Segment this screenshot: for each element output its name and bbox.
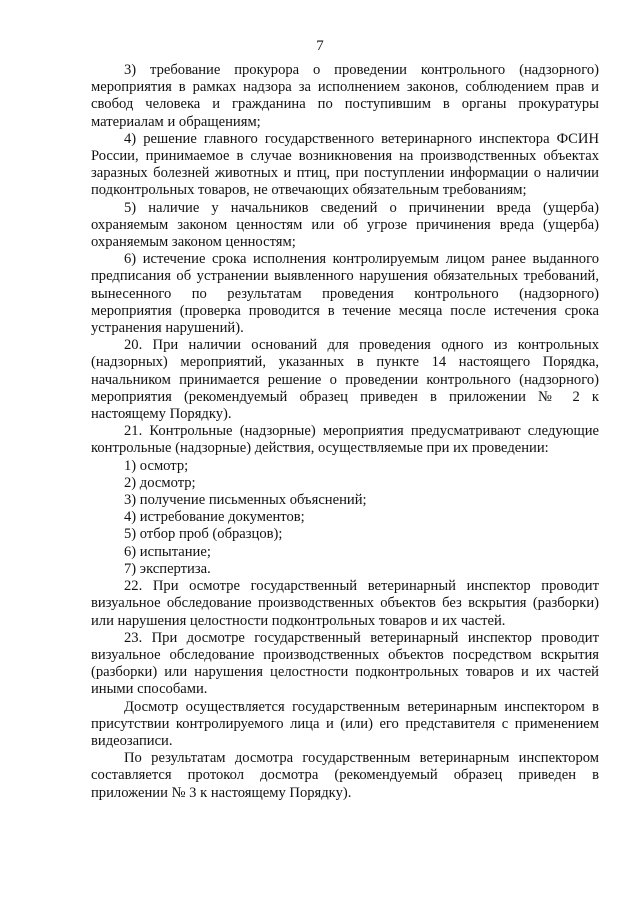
list-item: 2) досмотр;	[124, 474, 196, 491]
paragraph: По результатам досмотра государственным ветеринарным инспектором составляется протокол досмотра (рекомендуемый образец приведен в приложении № 3 к настоящему Порядку).	[91, 750, 599, 801]
paragraph: Досмотр осуществляется государственным ветеринарным инспектором в присутствии контролируемого лица и (или) его представителя с применением видеозаписи.	[91, 698, 599, 749]
paragraph: 4) решение главного государственного ветеринарного инспектора ФСИН России, принимаемое в случае возникновения на производственных объектах заразных болезней животных и птиц, при поступлении информации о наличии подконтрольных товаров, не отвечающих обязательным требованиям;	[91, 130, 599, 199]
list-item: 7) экспертиза.	[124, 560, 211, 577]
list-item: 4) истребование документов;	[124, 509, 305, 526]
document-body	[91, 62, 599, 802]
paragraph: 23. При досмотре государственный ветеринарный инспектор проводит визуальное обследование производственных объектов посредством вскрытия (разборки) или нарушения целостности подконтрольных товаров и их частей иными способами.	[91, 629, 599, 698]
paragraph: 5) наличие у начальников сведений о причинении вреда (ущерба) охраняемым законом ценностям или об угрозе причинения вреда (ущерба) охраняемым законом ценностям;	[91, 199, 599, 251]
page-number: 7	[316, 38, 324, 54]
list-item: 6) испытание;	[124, 543, 211, 560]
paragraph: 3) требование прокурора о проведении контрольного (надзорного) мероприятия в рамках надзора за исполнением законов, соблюдением прав и свобод человека и гражданина по поступившим в органы прокуратуры материалам и обращениям;	[91, 62, 599, 130]
list-item: 1) осмотр;	[124, 457, 189, 474]
paragraph: 20. При наличии оснований для проведения одного из контрольных (надзорных) мероприятий, указанных в пункте 14 настоящего Порядка, начальником принимается решение о проведении контрольного (надзорного) мероприятия (рекомендуемый образец приведен в приложении № 2 к настоящему Порядку).	[91, 337, 599, 423]
list-item: 3) получение письменных объяснений;	[124, 492, 367, 509]
paragraph: 21. Контрольные (надзорные) мероприятия предусматривают следующие контрольные (надзорные) действия, осуществляемые при их проведении:	[91, 423, 599, 457]
paragraph: 22. При осмотре государственный ветеринарный инспектор проводит визуальное обследование производственных объектов без вскрытия (разборки) или нарушения целостности подконтрольных товаров и их частей.	[91, 578, 599, 629]
list-item: 5) отбор проб (образцов);	[124, 526, 283, 543]
paragraph: 6) истечение срока исполнения контролируемым лицом ранее выданного предписания об устранении выявленного нарушения обязательных требований, вынесенного по результатам проведения контрольного (надзорного) мероприятия (проверка проводится в течение месяца после истечения срока устранения нарушений).	[91, 251, 599, 337]
